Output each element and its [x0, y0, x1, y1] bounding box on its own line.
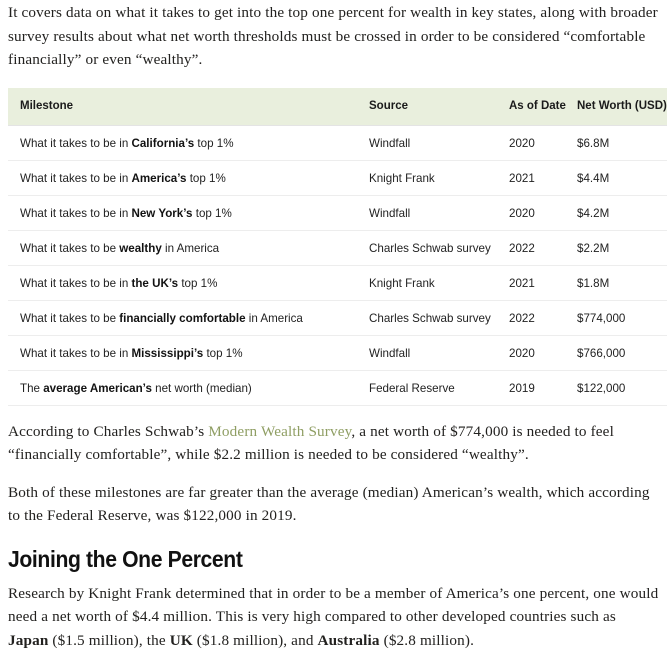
section-heading-joining-the-one-percent: Joining the One Percent	[8, 545, 243, 572]
cell-net-worth: $4.4M	[577, 160, 667, 195]
cell-as-of-date: 2022	[509, 300, 577, 335]
table-row	[8, 160, 667, 195]
table-body	[8, 125, 667, 405]
milestone-text-post: top 1%	[203, 346, 243, 360]
milestone-text-post: net worth (median)	[151, 381, 252, 395]
cell-milestone	[8, 370, 369, 405]
column-header-as-of-date: As of Date	[509, 88, 577, 126]
milestone-text-emphasis: average American’s	[43, 381, 152, 395]
milestone-text-emphasis: financially comfortable	[119, 311, 246, 325]
final-text-part4: ($2.8 million).	[379, 631, 475, 649]
cell-milestone	[8, 160, 369, 195]
milestone-text-post: top 1%	[192, 206, 232, 220]
cell-as-of-date: 2019	[509, 370, 577, 405]
cell-as-of-date: 2021	[509, 265, 577, 300]
table-row	[8, 265, 667, 300]
milestone-text-post: top 1%	[178, 276, 218, 290]
milestone-text-post: top 1%	[186, 171, 226, 185]
column-header-milestone: Milestone	[8, 88, 369, 126]
table-row	[8, 195, 667, 230]
cell-source: Federal Reserve	[369, 370, 509, 405]
column-header-net-worth: Net Worth (USD)	[577, 88, 667, 126]
article-page	[0, 1, 667, 649]
cell-source: Charles Schwab survey	[369, 300, 509, 335]
milestones-table	[8, 88, 667, 406]
cell-source: Knight Frank	[369, 265, 509, 300]
paragraph-text-after-link: , a net worth of $774,000 is needed to feel “financially comfortable”, while $2.2 million is needed to be considered “wealthy”.	[8, 422, 614, 463]
milestone-text-emphasis: California’s	[131, 136, 195, 150]
cell-net-worth: $4.2M	[577, 195, 667, 230]
milestone-text-pre: What it takes to be in	[20, 276, 132, 290]
intro-paragraph: It covers data on what it takes to get into the top one percent for wealth in key states, along with broader survey results about what net worth thresholds must be crossed in order to be considered “comfortable financially” or even “wealthy”.	[8, 4, 658, 68]
milestones-table-container	[8, 88, 667, 406]
milestone-text-pre: The	[20, 381, 44, 395]
milestone-text-post: in America	[245, 311, 303, 325]
milestone-text-emphasis: wealthy	[119, 241, 162, 255]
cell-source: Windfall	[369, 335, 509, 370]
final-text-part2: ($1.5 million), the	[48, 631, 170, 649]
final-text-part3: ($1.8 million), and	[192, 631, 318, 649]
cell-net-worth: $2.2M	[577, 230, 667, 265]
paragraph-comparison: Both of these milestones are far greater than the average (median) American’s wealth, which according to the Federal Reserve, was $122,000 in 2019.	[8, 483, 650, 524]
table-row	[8, 370, 667, 405]
table-row	[8, 335, 667, 370]
table-row	[8, 125, 667, 160]
final-text-part1: Research by Knight Frank determined that in order to be a member of America’s one percent, one would need a net worth of $4.4 million. This is very high compared to other developed countries such as	[8, 584, 659, 626]
cell-milestone	[8, 230, 369, 265]
milestone-text-pre: What it takes to be in	[20, 171, 132, 185]
cell-milestone	[8, 195, 369, 230]
cell-net-worth: $774,000	[577, 300, 667, 335]
milestone-text-emphasis: the UK’s	[131, 276, 179, 290]
column-header-source: Source	[369, 88, 509, 126]
table-header-row	[8, 88, 667, 126]
cell-as-of-date: 2022	[509, 230, 577, 265]
cell-as-of-date: 2020	[509, 335, 577, 370]
milestone-text-pre: What it takes to be	[20, 311, 120, 325]
milestone-text-emphasis: Mississippi’s	[131, 346, 204, 360]
milestone-text-pre: What it takes to be	[20, 241, 120, 255]
paragraph-text-before-link: According to Charles Schwab’s	[8, 422, 209, 440]
milestone-text-pre: What it takes to be in	[20, 206, 132, 220]
cell-net-worth: $766,000	[577, 335, 667, 370]
cell-as-of-date: 2020	[509, 125, 577, 160]
cell-milestone	[8, 125, 369, 160]
table-header	[8, 88, 667, 126]
table-row	[8, 230, 667, 265]
country-australia: Australia	[317, 631, 380, 649]
cell-net-worth: $6.8M	[577, 125, 667, 160]
country-uk: UK	[169, 631, 193, 649]
cell-milestone	[8, 300, 369, 335]
cell-source: Windfall	[369, 195, 509, 230]
country-japan: Japan	[8, 631, 49, 649]
cell-source: Charles Schwab survey	[369, 230, 509, 265]
milestone-text-post: in America	[161, 241, 220, 255]
milestone-text-post: top 1%	[194, 136, 234, 150]
cell-milestone	[8, 265, 369, 300]
cell-source: Knight Frank	[369, 160, 509, 195]
milestone-text-pre: What it takes to be in	[20, 346, 132, 360]
milestone-text-emphasis: America’s	[131, 171, 187, 185]
cell-net-worth: $1.8M	[577, 265, 667, 300]
milestone-text-emphasis: New York’s	[131, 206, 193, 220]
milestone-text-pre: What it takes to be in	[20, 136, 132, 150]
modern-wealth-survey-link[interactable]: Modern Wealth Survey	[208, 422, 352, 440]
table-row	[8, 300, 667, 335]
cell-source: Windfall	[369, 125, 509, 160]
cell-net-worth: $122,000	[577, 370, 667, 405]
cell-milestone	[8, 335, 369, 370]
paragraph-after-table	[8, 420, 659, 467]
cell-as-of-date: 2020	[509, 195, 577, 230]
cell-as-of-date: 2021	[509, 160, 577, 195]
paragraph-final	[8, 582, 659, 652]
